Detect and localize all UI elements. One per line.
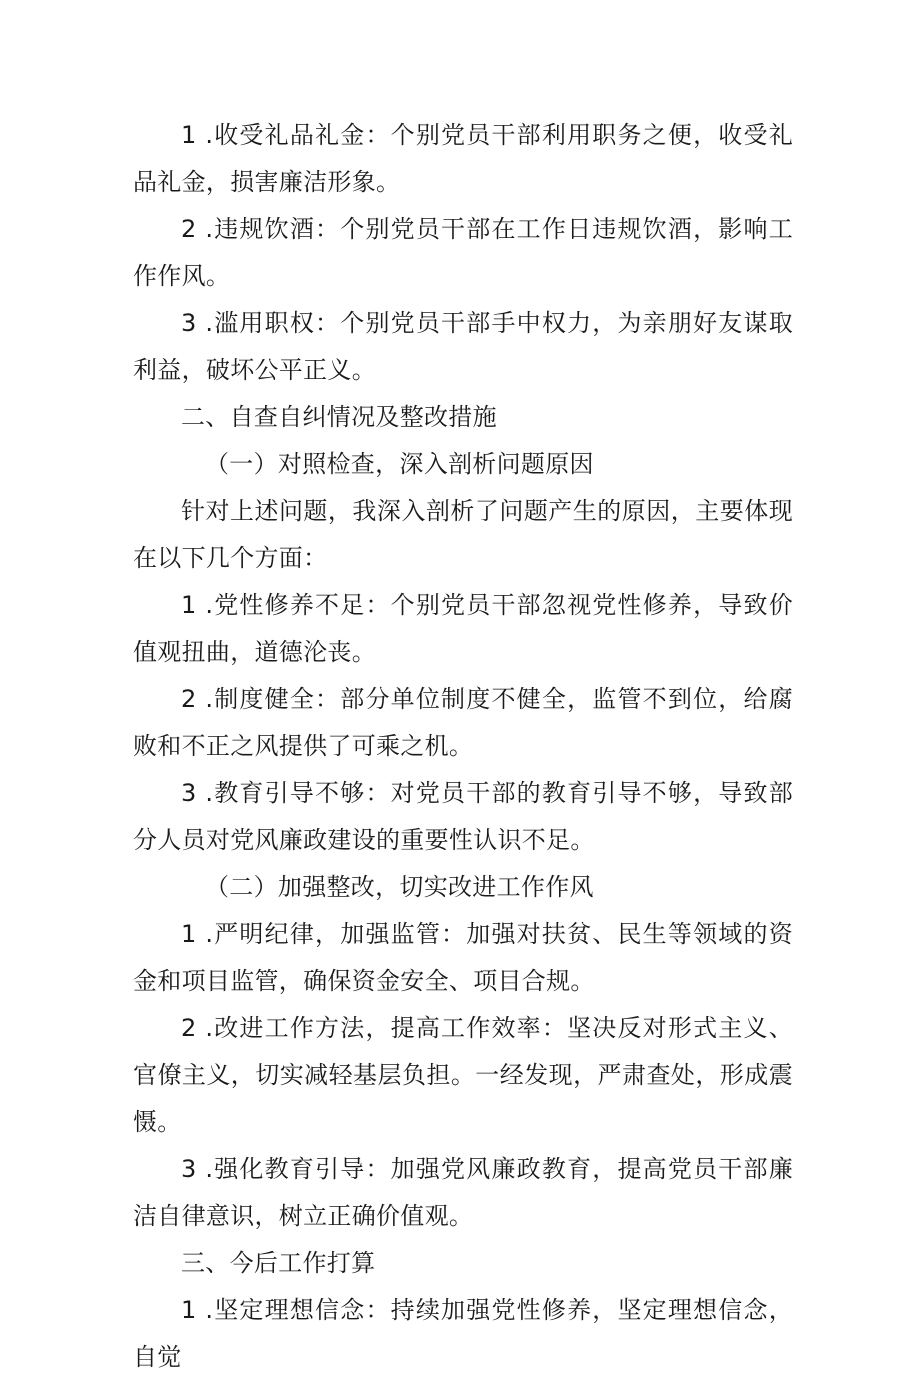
- paragraph-drinking: 2 .违规饮酒：个别党员干部在工作日违规饮酒，影响工作作风。: [133, 215, 793, 290]
- paragraph-party-spirit: 1 .党性修养不足：个别党员干部忽视党性修养，导致价值观扭曲，道德沦丧。: [133, 591, 793, 666]
- subheading-rectification: （二）加强整改，切实改进工作作风: [205, 873, 594, 901]
- paragraph-abuse-power: 3 .滥用职权：个别党员干部手中权力，为亲朋好友谋取利益，破坏公平正义。: [133, 309, 793, 384]
- paragraph-work-method: 2 .改进工作方法，提高工作效率：坚决反对形式主义、官僚主义，切实减轻基层负担。一经发现，严肃查处，形成震慑。: [133, 1014, 793, 1136]
- paragraph-strengthen-education: 3 .强化教育引导：加强党风廉政教育，提高党员干部廉洁自律意识，树立正确价值观。: [133, 1155, 793, 1230]
- paragraph-analysis-intro: 针对上述问题，我深入剖析了问题产生的原因，主要体现在以下几个方面：: [133, 497, 793, 572]
- paragraph-ideals: 1 .坚定理想信念：持续加强党性修养，坚定理想信念，自觉: [133, 1296, 793, 1371]
- subheading-analysis: （一）对照检查，深入剖析问题原因: [205, 450, 594, 478]
- section-heading-self-check: 二、自查自纠情况及整改措施: [181, 403, 497, 431]
- paragraph-gift-money: 1 .收受礼品礼金：个别党员干部利用职务之便，收受礼品礼金，损害廉洁形象。: [133, 121, 793, 196]
- paragraph-system: 2 .制度健全：部分单位制度不健全，监管不到位，给腐败和不正之风提供了可乘之机。: [133, 685, 793, 760]
- document-body: [133, 112, 793, 1381]
- section-heading-future-plans: 三、今后工作打算: [181, 1249, 376, 1277]
- paragraph-education: 3 .教育引导不够：对党员干部的教育引导不够，导致部分人员对党风廉政建设的重要性认识不足。: [133, 779, 793, 854]
- paragraph-discipline: 1 .严明纪律，加强监管：加强对扶贫、民生等领域的资金和项目监管，确保资金安全、项目合规。: [133, 920, 793, 995]
